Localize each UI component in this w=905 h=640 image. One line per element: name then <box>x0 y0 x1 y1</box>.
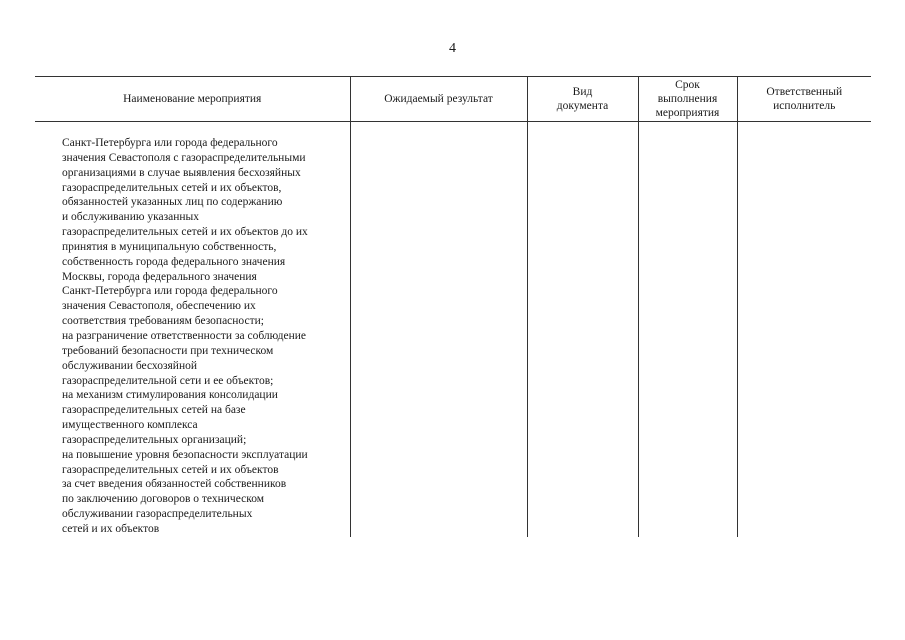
activity-text-line: за счет введения обязанностей собственников <box>62 478 287 491</box>
activity-text-line: газораспределительных организаций; <box>62 433 247 446</box>
activity-text-line: Санкт-Петербурга или города федерального <box>62 285 278 298</box>
header-document-type <box>527 77 638 122</box>
deadline-cell <box>638 122 737 537</box>
activity-text-line: сетей и их объектов <box>62 522 160 535</box>
expected-result-cell <box>350 122 527 537</box>
header-document-type-line: документа <box>556 100 609 112</box>
activities-table <box>35 76 871 537</box>
page-number: 4 <box>449 41 456 56</box>
activity-text-line: и обслуживанию указанных <box>62 211 200 224</box>
header-expected-result-label: Ожидаемый результат <box>384 93 493 105</box>
document-type-cell <box>527 122 638 537</box>
activity-text-line: требований безопасности при техническом <box>62 344 274 357</box>
activity-name-cell <box>35 122 350 537</box>
activity-text-line: на разграничение ответственности за соблюдение <box>62 329 306 342</box>
header-deadline-line: выполнения <box>657 93 718 105</box>
header-activity-name <box>35 77 350 122</box>
activity-text-line: принятия в муниципальную собственность, <box>62 240 277 253</box>
activity-text-line: обслуживании бесхозяйной <box>62 359 198 372</box>
header-responsible-line: исполнитель <box>773 100 836 112</box>
table-row <box>35 122 871 537</box>
activity-text-line: соответствия требованиям безопасности; <box>62 315 264 328</box>
activity-text-line: организациями в случае выявления бесхозяйных <box>62 166 301 179</box>
header-deadline-line: Срок <box>675 79 700 91</box>
table-header-row <box>35 77 871 122</box>
activity-text-line: обслуживании газораспределительных <box>62 508 253 521</box>
header-responsible-line: Ответственный <box>766 86 843 98</box>
activity-text-line: обязанностей указанных лиц по содержанию <box>62 196 283 209</box>
activity-text-line: газораспределительных сетей и их объектов, <box>62 181 282 194</box>
header-document-type-line: Вид <box>572 86 593 98</box>
responsible-cell <box>737 122 871 537</box>
activity-text-line: Москвы, города федерального значения <box>62 270 257 283</box>
activity-text-line: на механизм стимулирования консолидации <box>62 389 278 402</box>
activity-description <box>35 122 350 537</box>
activity-text-line: собственность города федерального значения <box>62 255 286 268</box>
activity-text-line: газораспределительной сети и ее объектов; <box>62 374 274 387</box>
activity-text-line: по заключению договоров о техническом <box>62 493 265 506</box>
activity-text-line: газораспределительных сетей и их объектов до их <box>62 226 308 239</box>
header-activity-name-label: Наименование мероприятия <box>123 93 262 105</box>
header-deadline-line: мероприятия <box>655 107 720 119</box>
activity-text-line: значения Севастополя, обеспечению их <box>62 300 256 313</box>
activity-text-line: имущественного комплекса <box>62 419 198 432</box>
activity-text-line: Санкт-Петербурга или города федерального <box>62 137 278 149</box>
activity-text-line: значения Севастополя с газораспределительными <box>62 151 306 164</box>
header-expected-result <box>350 77 527 122</box>
header-deadline <box>638 77 737 122</box>
activity-text-line: на повышение уровня безопасности эксплуатации <box>62 448 308 461</box>
activity-text-line: газораспределительных сетей на базе <box>62 404 246 417</box>
activity-text-line: газораспределительных сетей и их объектов <box>62 463 279 476</box>
header-responsible <box>737 77 871 122</box>
